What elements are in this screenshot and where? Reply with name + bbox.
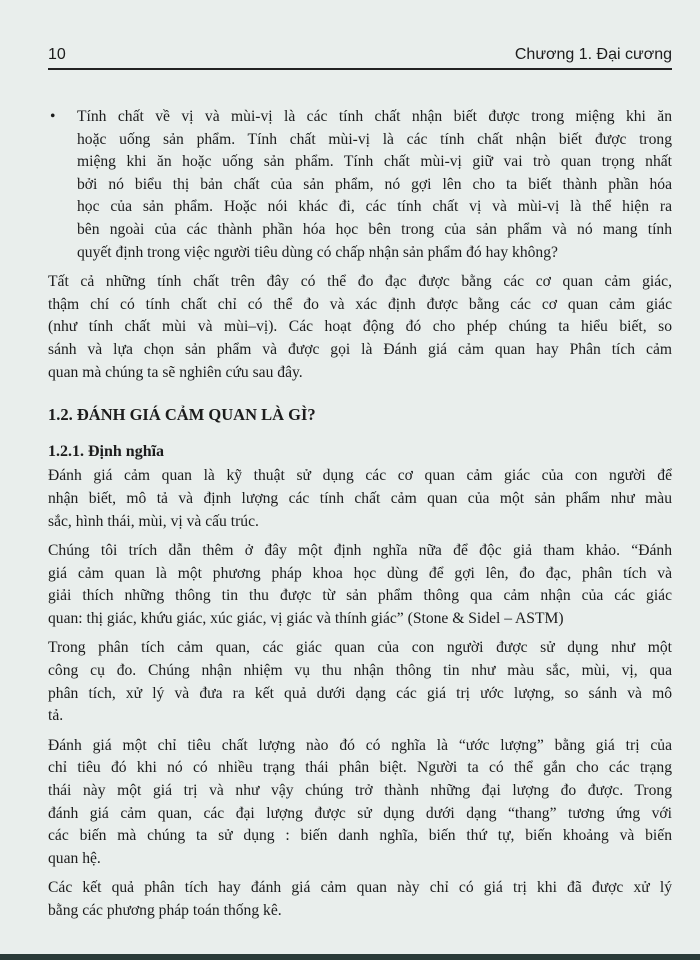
subsection-heading: 1.2.1. Định nghĩa	[48, 442, 165, 460]
paragraph-definition	[48, 465, 672, 533]
paragraph-statistics	[48, 877, 672, 922]
text-line: miệng khi ăn hoặc uống sản phẩm. Tính chất mùi-vị giữ vai trò quan trọng nhất	[77, 153, 672, 171]
text-line: thậm chí có tính chất chỉ có thể đo và xác định được bằng các cơ quan cảm giác	[48, 295, 672, 313]
bullet-icon: •	[50, 108, 56, 125]
text-line: bởi nó biểu thị bản chất của sản phẩm, nó gợi lên cho ta biết thành phần hóa	[77, 175, 672, 193]
text-line: đánh giá cảm quan, các đại lượng được sử dụng dưới dạng “thang” tương ứng với	[48, 804, 672, 822]
text-line: chỉ tiêu đó khi nó có nhiều trạng thái phân biệt. Người ta có thể gắn cho các trạng	[48, 759, 672, 777]
text-line: sắc, hình thái, mùi, vị và cấu trúc.	[48, 512, 259, 530]
text-line: phân tích, xử lý và đưa ra kết quả dưới dạng các giá trị ước lượng, so sánh và mô	[48, 684, 672, 702]
text-line: bằng các phương pháp toán thống kê.	[48, 902, 282, 919]
text-line: học của sản phẩm. Hoặc nói khác đi, các tính chất vị và mùi-vị là thể hiện ra	[77, 198, 672, 216]
text-line: giá cảm quan là một phương pháp khoa học dùng để gợi lên, đo đạc, phân tích và	[48, 564, 672, 582]
text-line: quan hệ.	[48, 849, 101, 867]
text-line: thái này một giá trị và như vậy chúng trở thành những đại lượng đo được. Trong	[48, 782, 672, 800]
text-line: Các kết quả phân tích hay đánh giá cảm quan này chỉ có giá trị khi đã được xử lý	[48, 879, 672, 897]
text-line: Đánh giá cảm quan là kỹ thuật sử dụng các cơ quan cảm giác của con người để	[48, 467, 672, 485]
text-line: nhận biết, mô tả và định lượng các tính chất cảm quan của một sản phẩm như màu	[48, 489, 672, 507]
paragraph-senses	[48, 637, 672, 727]
text-line: Trong phân tích cảm quan, các giác quan của con người được sử dụng như một	[48, 639, 672, 657]
text-line: giải thích những thông tin thu được từ sản phẩm thông qua cảm nhận của các giác	[48, 587, 672, 605]
text-line: Chúng tôi trích dẫn thêm ở đây một định nghĩa nữa để độc giả tham khảo. “Đánh	[48, 542, 672, 560]
text-line: các biến mà chúng ta sử dụng : biến danh nghĩa, biến thứ tự, biến khoảng và biến	[48, 827, 672, 845]
text-line: hoặc uống sản phẩm. Tính chất mùi-vị là các tính chất nhận biết được trong	[77, 130, 672, 148]
text-line: bên ngoài của các thành phần hóa học bên trong của sản phẩm và nó mang tính	[77, 220, 672, 238]
text-line: sánh và lựa chọn sản phẩm và được gọi là Đánh giá cảm quan hay Phân tích cảm	[48, 340, 672, 358]
page-body	[48, 106, 672, 930]
paragraph-estimation	[48, 735, 672, 871]
page-number: 10	[48, 46, 66, 63]
text-line: Đánh giá một chỉ tiêu chất lượng nào đó có nghĩa là “ước lượng” bằng giá trị của	[48, 736, 672, 754]
bullet-item	[48, 106, 672, 264]
text-line: quan: thị giác, khứu giác, xúc giác, vị giác và thính giác” (Stone & Sidel – ASTM)	[48, 609, 564, 627]
text-line: Tính chất về vị và mùi-vị là các tính chất nhận biết được trong miệng khi ăn	[77, 108, 672, 125]
paragraph-measurement	[48, 271, 672, 384]
running-header	[48, 44, 672, 70]
paragraph-quote	[48, 540, 672, 630]
section-heading: 1.2. ĐÁNH GIÁ CẢM QUAN LÀ GÌ?	[48, 405, 316, 425]
scan-edge	[0, 954, 700, 960]
text-line: Tất cả những tính chất trên đây có thể đo đạc được bằng các cơ quan cảm giác,	[48, 273, 672, 291]
chapter-title: Chương 1. Đại cương	[514, 46, 672, 63]
text-line: quan mà chúng ta sẽ nghiên cứu sau đây.	[48, 363, 303, 381]
text-line: (như tính chất mùi và mùi–vị). Các hoạt động đó cho phép chúng ta hiểu biết, so	[48, 318, 672, 336]
text-line: quyết định trong việc người tiêu dùng có chấp nhận sản phẩm đó hay không?	[77, 243, 558, 261]
bullet-text	[77, 106, 672, 264]
text-line: tả.	[48, 707, 64, 725]
text-line: công cụ đo. Chúng nhận nhiệm vụ thu nhận thông tin như màu sắc, mùi, vị, qua	[48, 662, 672, 680]
